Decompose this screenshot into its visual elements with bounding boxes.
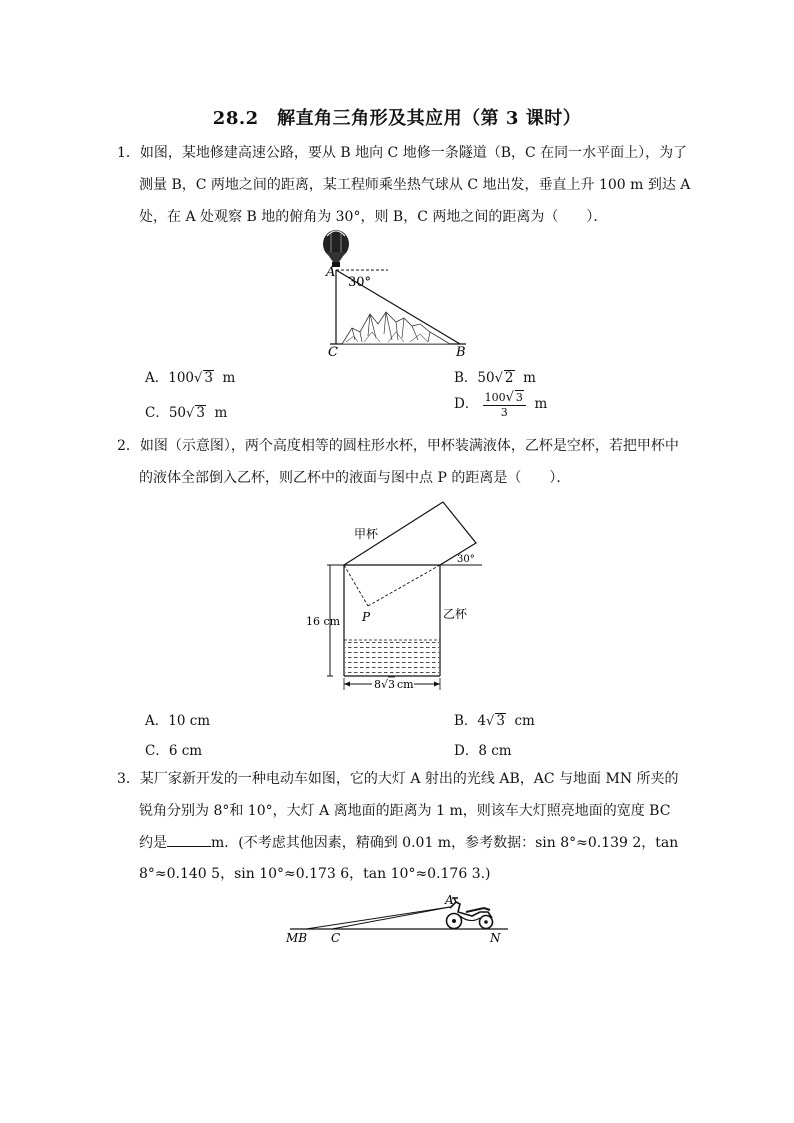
label-a: A xyxy=(445,893,454,907)
fraction-radicand: 3 xyxy=(515,391,523,404)
q2-figure xyxy=(300,500,500,692)
width-number: 8 xyxy=(374,678,381,691)
q3-text-line4: 8°≈0.140 5，sin 10°≈0.173 6，tan 10°≈0.176 3.) xyxy=(139,866,491,882)
q2-text-line1: 2．如图（示意图），两个高度相等的圆柱形水杯，甲杯装满液体，乙杯是空杯，若把甲杯中 xyxy=(117,438,679,454)
q3-text-line1: 3．某厂家新开发的一种电动车如图，它的大灯 A 射出的光线 AB，AC 与地面 MN 所夹的 xyxy=(117,771,679,787)
q1-option-a[interactable] xyxy=(145,366,235,386)
fraction-denominator: 3 xyxy=(500,406,508,419)
sqrt-sign: √ xyxy=(486,714,495,729)
option-d-unit: m xyxy=(534,396,548,412)
q1-option-b[interactable] xyxy=(454,366,536,386)
angle-label: 30° xyxy=(348,275,372,290)
q3-text-line2: 锐角分别为 8°和 10°，大灯 A 离地面的距离为 1 m，则该车大灯照亮地面的宽度 BC xyxy=(139,803,671,819)
light-ray-ab xyxy=(306,907,450,929)
option-b-unit: cm xyxy=(514,713,535,729)
q2-option-a[interactable]: A．10 cm xyxy=(145,713,211,729)
option-d-text: D． xyxy=(454,396,479,412)
option-a-text: A．100 xyxy=(145,370,195,386)
q3-line3-prefix: 约是 xyxy=(139,835,167,851)
label-cup-a: 甲杯 xyxy=(354,527,379,541)
label-mb: MB xyxy=(286,931,308,945)
q1-option-c[interactable] xyxy=(145,401,227,421)
height-label: 16 cm xyxy=(306,615,341,628)
answer-blank[interactable] xyxy=(167,834,211,847)
option-a-radicand: 3 xyxy=(204,370,213,386)
q3-text-line3 xyxy=(139,833,678,853)
label-cup-b: 乙杯 xyxy=(443,607,468,621)
label-c: C xyxy=(331,931,341,945)
option-b-text: B．4 xyxy=(454,713,487,729)
q2-option-d[interactable]: D．8 cm xyxy=(454,743,512,759)
fraction xyxy=(483,390,526,419)
option-c-radicand: 3 xyxy=(196,405,205,421)
fraction-numerator: 100 xyxy=(484,391,506,404)
sqrt-sign: √ xyxy=(381,678,389,691)
q2-option-b[interactable] xyxy=(454,709,535,729)
option-c-unit: m xyxy=(214,405,228,421)
option-b-radicand: 2 xyxy=(504,370,514,386)
q1-text-line3: 处，在 A 处观察 B 地的俯角为 30°，则 B，C 两地之间的距离为（ ）． xyxy=(139,209,608,225)
option-b-radicand: 3 xyxy=(496,713,505,729)
width-radicand: 3 xyxy=(388,678,395,691)
q2-text-line2: 的液体全部倒入乙杯，则乙杯中的液面与图中点 P 的距离是（ ）． xyxy=(139,470,571,486)
q1-text-line2: 测量 B，C 两地之间的距离，某工程师乘坐热气球从 C 地出发，垂直上升 100 m 到达 A xyxy=(139,177,691,193)
option-c-text: C．50 xyxy=(145,405,187,421)
label-p: P xyxy=(362,610,371,624)
option-a-unit: m xyxy=(222,370,236,386)
option-b-unit: m xyxy=(523,370,536,386)
sqrt-sign: √ xyxy=(494,371,503,386)
option-b-text: B．50 xyxy=(454,370,495,386)
q2-option-c[interactable]: C．6 cm xyxy=(145,743,203,759)
q1-text-line1: 1．如图，某地修建高速公路，要从 B 地向 C 地修一条隧道（B，C 在同一水平面上），为了 xyxy=(117,145,688,161)
page-title: 28.2 解直角三角形及其应用（第 3 课时） xyxy=(212,108,582,129)
sqrt-sign: √ xyxy=(194,371,203,386)
label-a: A xyxy=(326,265,336,280)
q3-figure xyxy=(280,888,520,948)
label-b: B xyxy=(456,345,466,358)
liquid xyxy=(345,640,439,675)
label-c: C xyxy=(328,345,338,358)
light-ray-ac xyxy=(332,907,450,929)
q3-line3-suffix: m．(不考虑其他因素，精确到 0.01 m，参考数据：sin 8°≈0.139 2，tan xyxy=(211,835,679,851)
angle-label: 30° xyxy=(457,554,475,565)
width-unit: cm xyxy=(397,678,414,691)
label-n: N xyxy=(490,931,501,945)
q1-option-d[interactable] xyxy=(454,390,547,419)
q1-figure xyxy=(300,228,490,358)
sqrt-sign: √ xyxy=(186,406,195,421)
hot-air-balloon-icon xyxy=(323,230,349,267)
sqrt-sign: √ xyxy=(505,390,514,405)
